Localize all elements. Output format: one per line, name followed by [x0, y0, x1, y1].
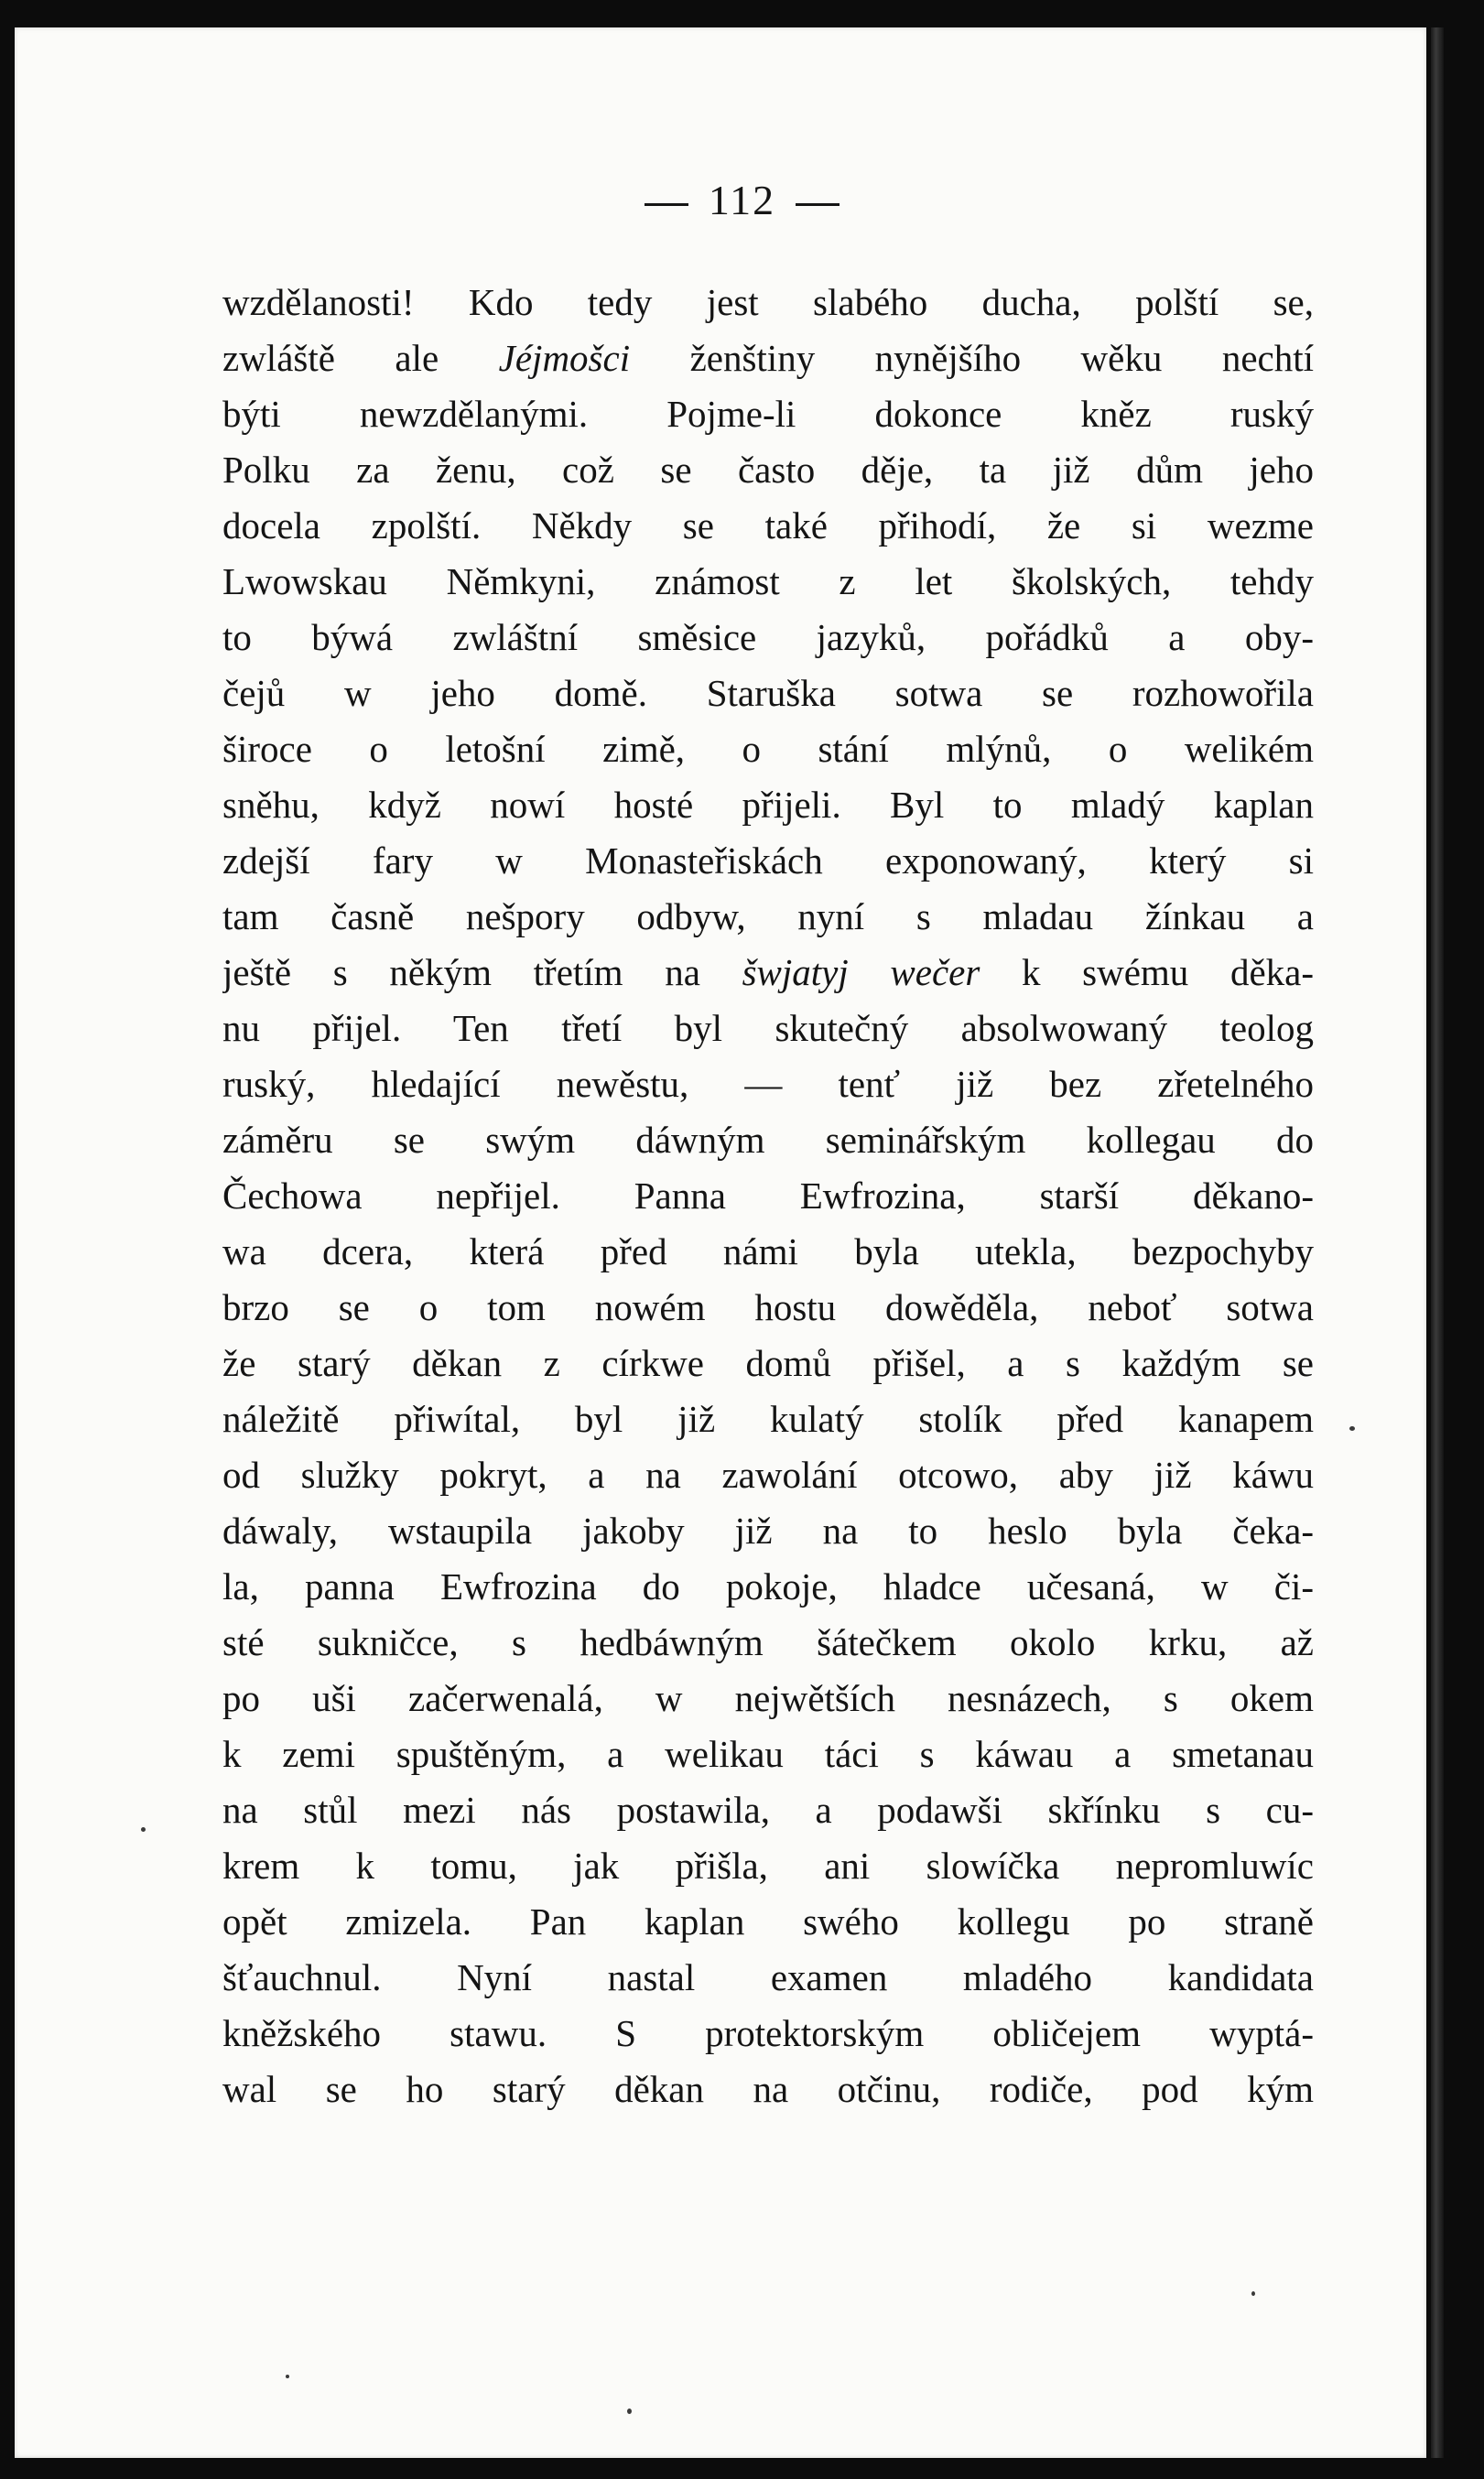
scan-speck	[1251, 2291, 1255, 2296]
text-run: wal se ho starý děkan na otčinu, rodiče, pod kým	[222, 2068, 1314, 2110]
text-line	[222, 1336, 1314, 1391]
text-line	[222, 1838, 1314, 1894]
text-run: býti newzdělanými. Pojme-li dokonce kněz ruský	[222, 393, 1314, 435]
text-line	[222, 1224, 1314, 1280]
text-run: ruský, hledající newěstu, — tenť již bez zřetelného	[222, 1063, 1314, 1105]
text-run: po uši začerwenalá, w nejwětších nesnázech, s okem	[222, 1677, 1314, 1719]
text-run: dáwaly, wstaupila jakoby již na to heslo byla čeka-	[222, 1510, 1314, 1552]
text-run: wa dcera, která před námi byla utekla, bezpochyby	[222, 1230, 1314, 1272]
italic-phrase: šwjatyj wečer	[742, 951, 980, 993]
text-run: la, panna Ewfrozina do pokoje, hladce učesaná, w či-	[222, 1565, 1314, 1608]
scan-speck	[1349, 1426, 1355, 1431]
scan-speck	[627, 2409, 632, 2414]
text-run: Čechowa nepřijel. Panna Ewfrozina, starší děkano-	[222, 1175, 1314, 1217]
text-run: sněhu, když nowí hosté přijeli. Byl to mladý kaplan	[222, 784, 1314, 826]
text-line	[222, 666, 1314, 721]
text-line	[222, 1447, 1314, 1503]
page-number: 112	[708, 177, 776, 223]
text-run: to býwá zwláštní směsice jazyků, pořádků a oby-	[222, 616, 1314, 658]
text-line	[222, 1001, 1314, 1056]
text-line	[222, 1894, 1314, 1950]
header-dash-right	[796, 203, 839, 206]
text-line	[222, 610, 1314, 666]
text-line	[222, 330, 1314, 386]
text-line	[222, 386, 1314, 442]
text-line	[222, 1503, 1314, 1559]
text-run: zwláště ale	[222, 337, 499, 379]
text-run: šťauchnul. Nyní nastal examen mladého kandidata	[222, 1956, 1314, 1998]
text-line	[222, 1168, 1314, 1224]
text-line	[222, 2062, 1314, 2117]
text-run: opět zmizela. Pan kaplan swého kollegu po straně	[222, 1900, 1314, 1943]
text-run: náležitě přiwítal, byl již kulatý stolík před kanapem	[222, 1398, 1314, 1440]
text-run: sté sukničce, s hedbáwným šátečkem okolo krku, až	[222, 1621, 1314, 1663]
text-run: k zemi spuštěným, a welikau táci s káwau a smetanau	[222, 1733, 1314, 1775]
text-run: kněžského stawu. S protektorským obličejem wyptá-	[222, 2012, 1314, 2054]
text-line	[222, 945, 1314, 1001]
text-run: ženštiny nynějšího wěku nechtí	[630, 337, 1314, 379]
text-line	[222, 1056, 1314, 1112]
text-line	[222, 1782, 1314, 1838]
text-line	[222, 1280, 1314, 1336]
text-run: nu přijel. Ten třetí byl skutečný absolwowaný teolog	[222, 1007, 1314, 1049]
text-line	[222, 777, 1314, 833]
italic-phrase: Jéjmošci	[498, 337, 631, 379]
text-line	[222, 889, 1314, 945]
body-text	[222, 275, 1314, 2117]
text-run: tam časně nešpory odbyw, nyní s mladau žínkau a	[222, 895, 1314, 937]
text-run: od služky pokryt, a na zawolání otcowo, aby již káwu	[222, 1454, 1314, 1496]
scan-speck	[141, 1827, 146, 1832]
text-run: ještě s někým třetím na	[222, 951, 742, 993]
text-run: na stůl mezi nás postawila, a podawši skřínku s cu-	[222, 1789, 1314, 1831]
text-run: že starý děkan z církwe domů přišel, a s každým se	[222, 1342, 1314, 1384]
text-run: docela zpolští. Někdy se také přihodí, že si wezme	[222, 504, 1314, 547]
text-run: Lwowskau Němkyni, známost z let školských, tehdy	[222, 560, 1314, 602]
text-line	[222, 1671, 1314, 1727]
text-run: široce o letošní zimě, o stání mlýnů, o welikém	[222, 728, 1314, 770]
scan-speck	[286, 2375, 289, 2378]
text-line	[222, 2006, 1314, 2062]
text-run: zdejší fary w Monasteřiskách exponowaný, který si	[222, 839, 1314, 882]
text-line	[222, 721, 1314, 777]
text-line	[222, 554, 1314, 610]
text-run: k swému děka-	[980, 951, 1314, 993]
text-line	[222, 1559, 1314, 1615]
text-run: záměru se swým dáwným seminářským kollegau do	[222, 1119, 1314, 1161]
text-run: brzo se o tom nowém hostu dowěděla, neboť sotwa	[222, 1286, 1314, 1328]
text-line	[222, 1112, 1314, 1168]
page-edge	[1431, 27, 1444, 2458]
text-line	[222, 1727, 1314, 1782]
text-line	[222, 1615, 1314, 1671]
text-line	[222, 1950, 1314, 2006]
text-line	[222, 442, 1314, 498]
text-run: čejů w jeho domě. Staruška sotwa se rozhowořila	[222, 672, 1314, 714]
text-run: Polku za ženu, což se často děje, ta již dům jeho	[222, 449, 1314, 491]
text-line	[222, 833, 1314, 889]
page-header	[0, 176, 1484, 224]
header-dash-left	[645, 203, 688, 206]
text-run: krem k tomu, jak přišla, ani slowíčka nepromluwíc	[222, 1845, 1314, 1887]
text-line	[222, 1391, 1314, 1447]
text-line	[222, 498, 1314, 554]
text-run: wzdělanosti! Kdo tedy jest slabého ducha, polští se,	[222, 281, 1314, 323]
text-line	[222, 275, 1314, 330]
